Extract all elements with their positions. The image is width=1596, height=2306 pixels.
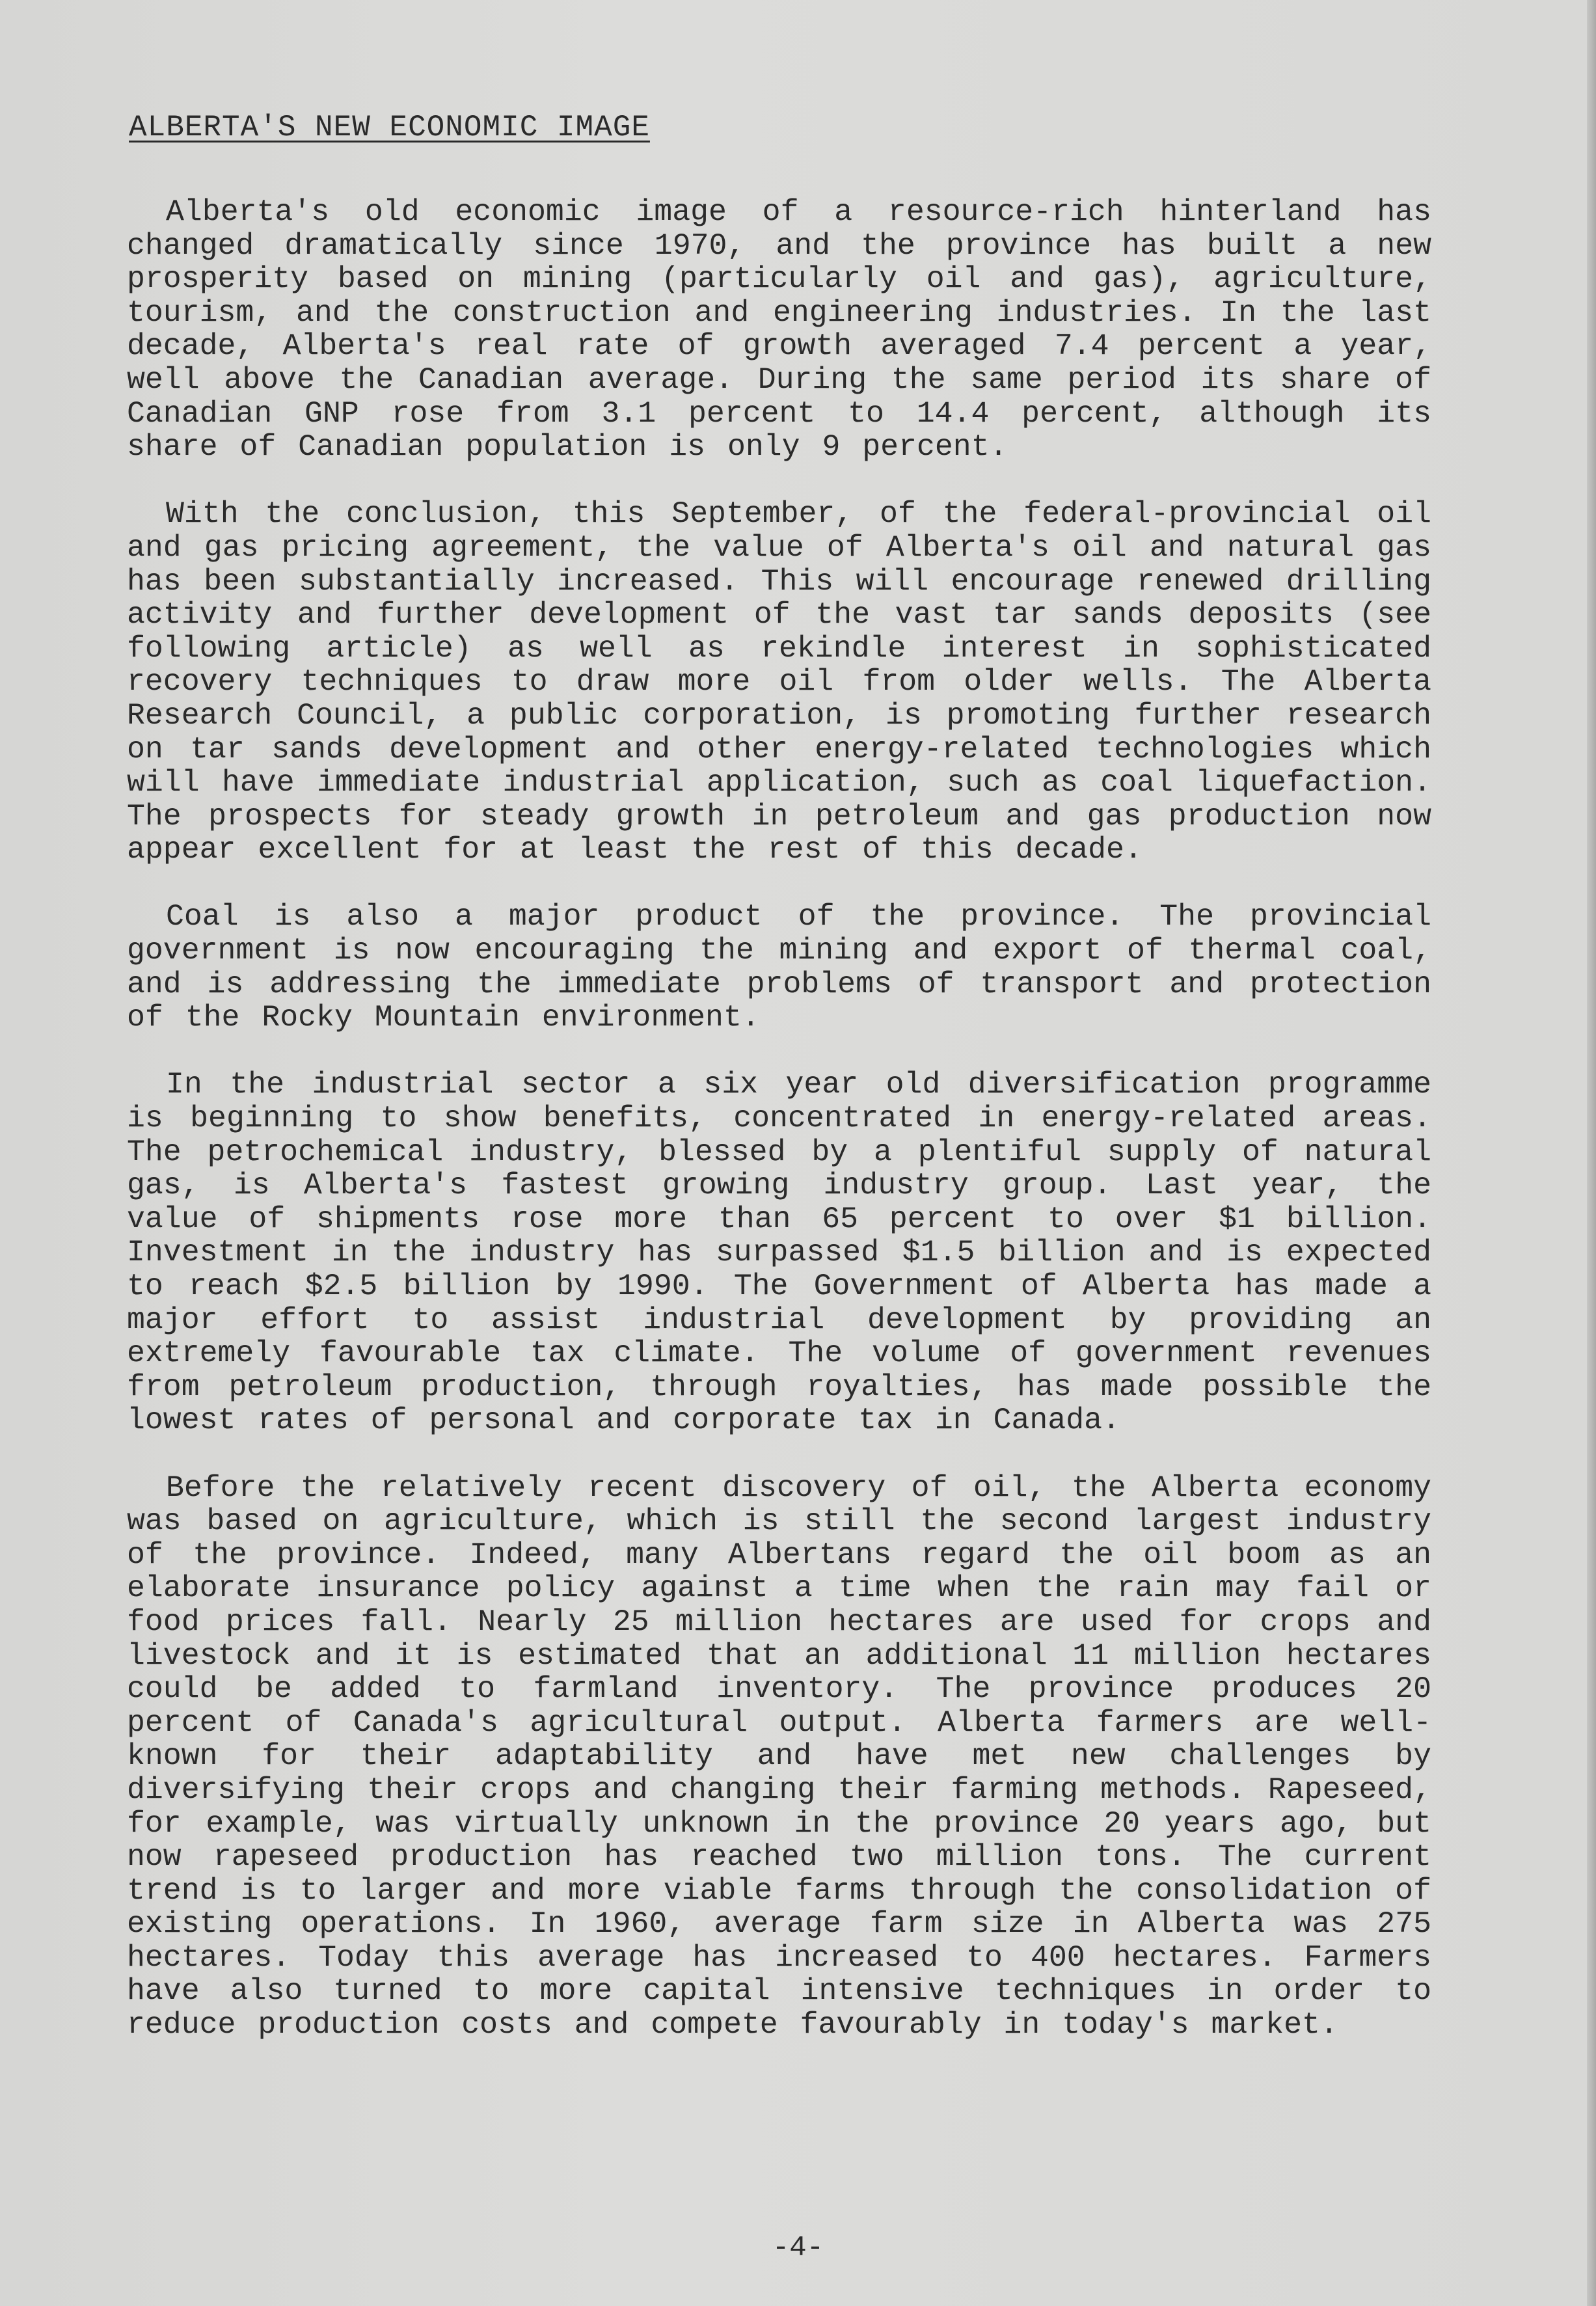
paragraph-industrial-sector: In the industrial sector a six year old diversification programme is beginning to show benefits, concentrated in energy-related areas. The petrochemical industry, blessed by a plentiful supply of natural gas, is Alberta's fastest growing industry group. Last year, the value of shipments rose more than 65 percent to over $1 billion. Investment in the industry has surpassed $1.5 billion and is expected to reach $2.5 billion by 1990. The Government of Alberta has made a major effort to assist industrial development by providing an extremely favourable tax climate. The volume of government revenues from petroleum production, through royalties, has made possible the lowest rates of personal and corporate tax in Canada. xyxy=(127,1067,1431,1438)
paragraph-agriculture: Before the relatively recent discovery of oil, the Alberta economy was based on agriculture, which is still the second largest industry of the province. Indeed, many Albertans regard the oil boom as an elaborate insurance policy against a time when the rain may fail or food prices fall. Nearly 25 million hectares are used for crops and livestock and it is estimated that an additional 11 million hectares could be added to farmland inventory. The province produces 20 percent of Canada's agricultural output. Alberta farmers are well-known for their adaptability and have met new challenges by diversifying their crops and changing their farming methods. Rapeseed, for example, was virtually unknown in the province 20 years ago, but now rapeseed production has reached two million tons. The current trend is to larger and more viable farms through the consolidation of existing operations. In 1960, average farm size in Alberta was 275 hectares. Today this average has increased to 400 hectares. Farmers have also turned to more capital intensive techniques in order to reduce production costs and compete favourably in today's market. xyxy=(127,1470,1431,2042)
page-number: -4- xyxy=(772,2232,824,2264)
article-body xyxy=(127,195,1431,2075)
article-title: ALBERTA'S NEW ECONOMIC IMAGE xyxy=(129,111,650,144)
paragraph-oil-gas-agreement: With the conclusion, this September, of the federal-provincial oil and gas pricing agreement, the value of Alberta's oil and natural gas has been substantially increased. This will encourage renewed drilling activity and further development of the vast tar sands deposits (see following article) as well as rekindle interest in sophisticated recovery techniques to draw more oil from older wells. The Alberta Research Council, a public corporation, is promoting further research on tar sands development and other energy-related technologies which will have immediate industrial application, such as coal liquefaction. The prospects for steady growth in petroleum and gas production now appear excellent for at least the rest of this decade. xyxy=(127,496,1431,867)
page-edge-shadow xyxy=(1587,0,1596,2306)
paragraph-coal: Coal is also a major product of the province. The provincial government is now encouraging the mining and export of thermal coal, and is addressing the immediate problems of transport and protection of the Rocky Mountain environment. xyxy=(127,899,1431,1035)
paragraph-economic-image: Alberta's old economic image of a resource-rich hinterland has changed dramatically since 1970, and the province has built a new prosperity based on mining (particularly oil and gas), agriculture, tourism, and the construction and engineering industries. In the last decade, Alberta's real rate of growth averaged 7.4 percent a year, well above the Canadian average. During the same period its share of Canadian GNP rose from 3.1 percent to 14.4 percent, although its share of Canadian population is only 9 percent. xyxy=(127,195,1431,465)
